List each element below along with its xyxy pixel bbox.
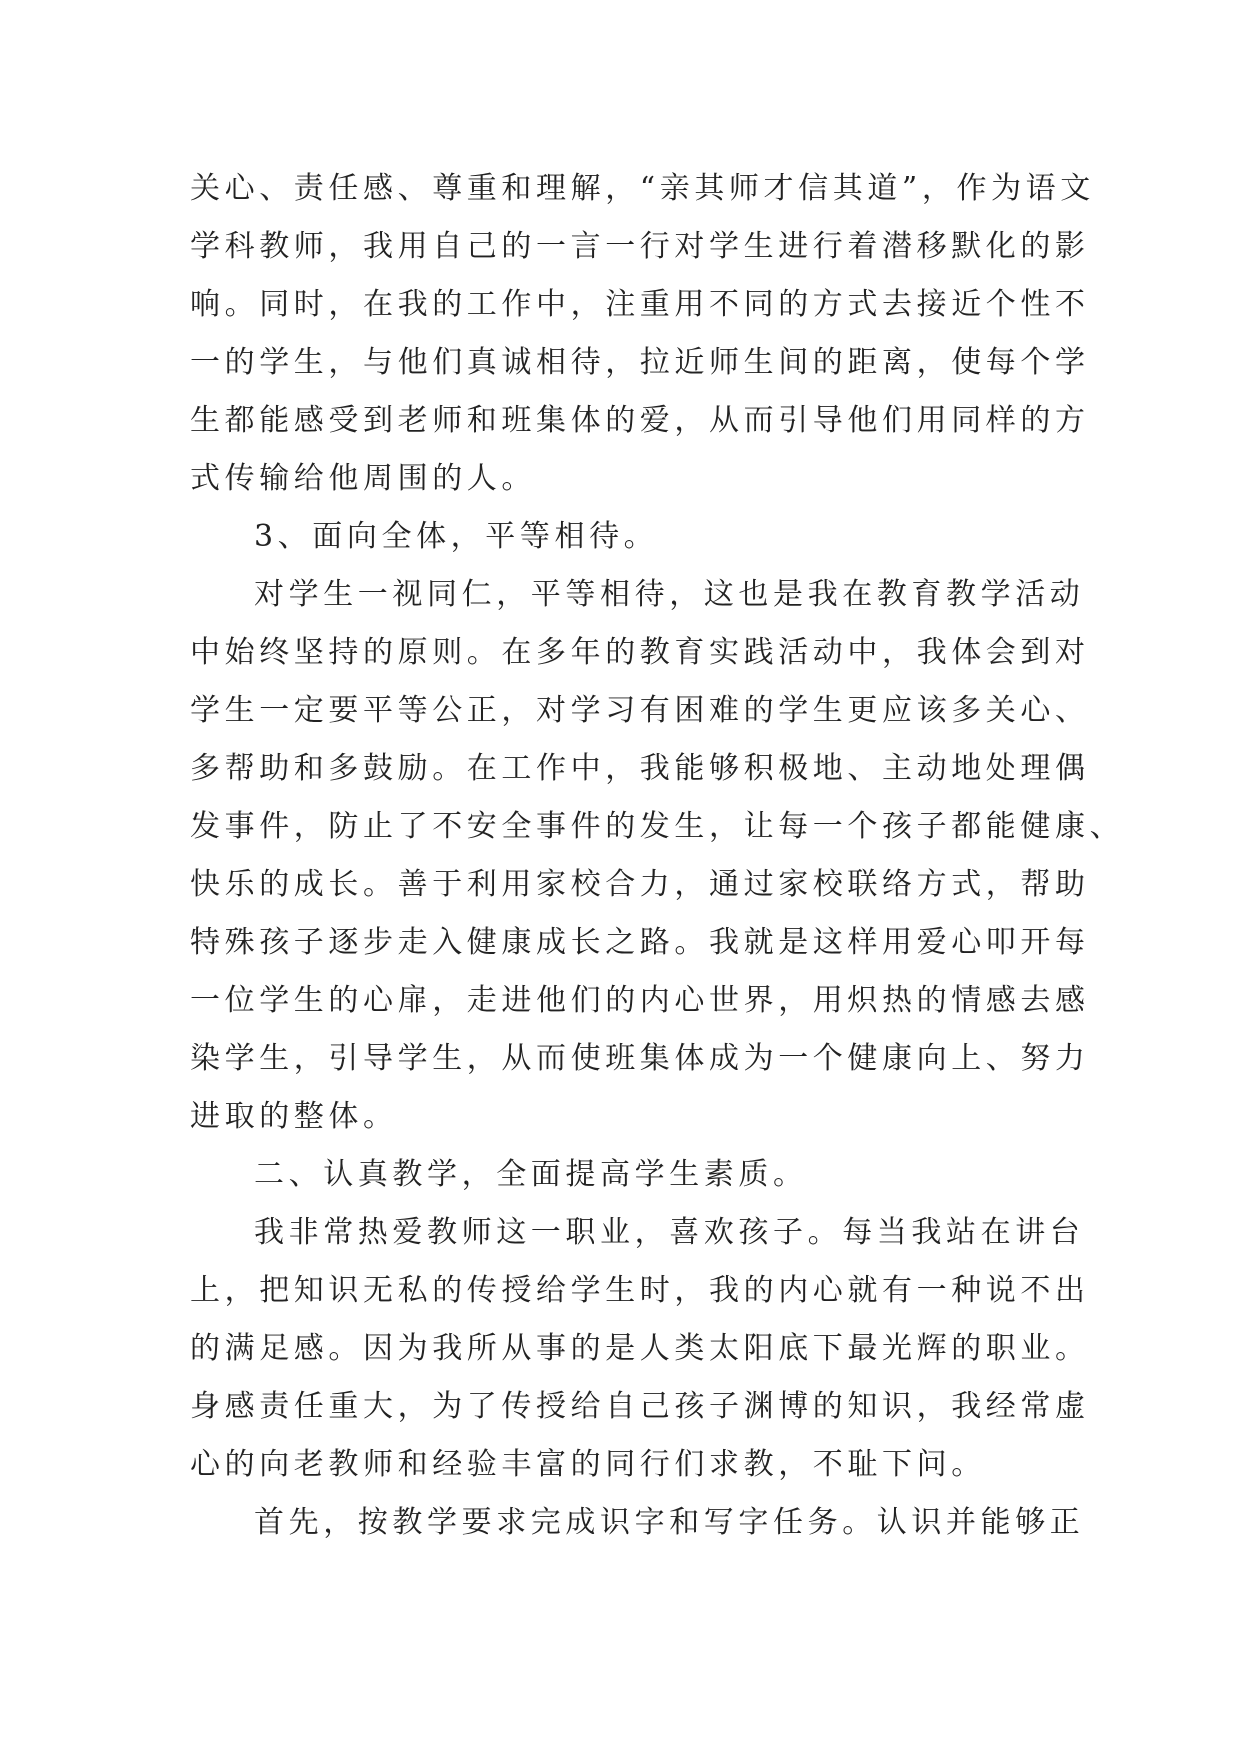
text-line: 中始终坚持的原则。在多年的教育实践活动中，我体会到对	[190, 635, 1090, 670]
text-line: 上，把知识无私的传授给学生时，我的内心就有一种说不出	[190, 1273, 1090, 1308]
text-line: 生都能感受到老师和班集体的爱，从而引导他们用同样的方	[190, 403, 1090, 438]
text-line: 特殊孩子逐步走入健康成长之路。我就是这样用爱心叩开每	[190, 925, 1090, 960]
text-line: 关心、责任感、尊重和理解，“亲其师才信其道”，作为语文	[190, 171, 1095, 206]
text-line: 快乐的成长。善于利用家校合力，通过家校联络方式，帮助	[190, 867, 1090, 902]
text-line: 学生一定要平等公正，对学习有困难的学生更应该多关心、	[190, 693, 1090, 728]
text-line: 的满足感。因为我所从事的是人类太阳底下最光辉的职业。	[190, 1331, 1090, 1366]
text-line: 首先，按教学要求完成识字和写字任务。认识并能够正	[254, 1505, 1085, 1540]
text-line: 染学生，引导学生，从而使班集体成为一个健康向上、努力	[190, 1041, 1090, 1076]
text-line: 一位学生的心扉，走进他们的内心世界，用炽热的情感去感	[190, 983, 1090, 1018]
text-line: 对学生一视同仁，平等相待，这也是我在教育教学活动	[254, 577, 1085, 612]
text-line: 式传输给他周围的人。	[190, 461, 536, 496]
text-line: 心的向老教师和经验丰富的同行们求教，不耻下问。	[190, 1447, 986, 1482]
text-line: 我非常热爱教师这一职业，喜欢孩子。每当我站在讲台	[254, 1215, 1085, 1250]
text-line: 学科教师，我用自己的一言一行对学生进行着潜移默化的影	[190, 229, 1090, 264]
text-line: 多帮助和多鼓励。在工作中，我能够积极地、主动地处理偶	[190, 751, 1090, 786]
text-line: 进取的整体。	[190, 1099, 398, 1134]
text-line: 身感责任重大，为了传授给自己孩子渊博的知识，我经常虚	[190, 1389, 1090, 1424]
text-line: 响。同时，在我的工作中，注重用不同的方式去接近个性不	[190, 287, 1090, 322]
text-line: 二、认真教学，全面提高学生素质。	[254, 1157, 808, 1192]
text-line: 发事件，防止了不安全事件的发生，让每一个孩子都能健康、	[190, 809, 1125, 844]
text-line: 3、面向全体，平等相待。	[254, 519, 659, 554]
text-line: 一的学生，与他们真诚相待，拉近师生间的距离，使每个学	[190, 345, 1090, 380]
body-text	[190, 160, 1125, 1552]
